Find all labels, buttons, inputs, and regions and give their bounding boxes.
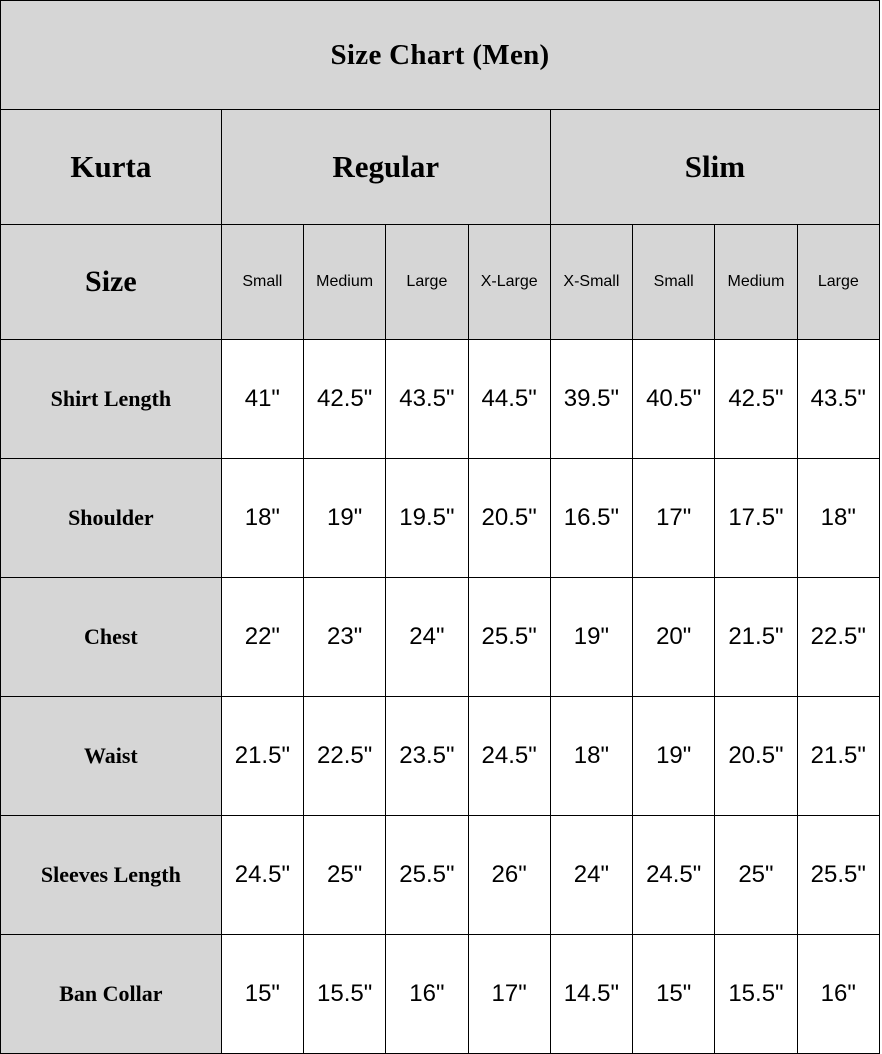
measurement-label: Shirt Length: [1, 340, 222, 459]
size-column-header: Large: [797, 225, 879, 340]
measurement-value: 15.5": [303, 935, 385, 1054]
measurement-value: 17": [633, 459, 715, 578]
fit-group-regular: Regular: [221, 110, 550, 225]
measurement-value: 14.5": [550, 935, 632, 1054]
size-column-header: X-Small: [550, 225, 632, 340]
measurement-value: 25": [303, 816, 385, 935]
size-column-header: Medium: [715, 225, 797, 340]
measurement-value: 20.5": [468, 459, 550, 578]
measurement-value: 44.5": [468, 340, 550, 459]
measurement-value: 24": [386, 578, 468, 697]
measurement-value: 15": [633, 935, 715, 1054]
measurement-value: 22.5": [797, 578, 879, 697]
size-column-header: Small: [633, 225, 715, 340]
table-row: [1, 459, 880, 578]
table-row: [1, 340, 880, 459]
measurement-label: Ban Collar: [1, 935, 222, 1054]
measurement-value: 15.5": [715, 935, 797, 1054]
measurement-value: 26": [468, 816, 550, 935]
measurement-value: 21.5": [715, 578, 797, 697]
table-row: [1, 697, 880, 816]
size-column-header: Small: [221, 225, 303, 340]
measurement-value: 24.5": [633, 816, 715, 935]
measurement-value: 24.5": [221, 816, 303, 935]
measurement-value: 21.5": [797, 697, 879, 816]
measurement-value: 23": [303, 578, 385, 697]
group-header-row: [1, 110, 880, 225]
row-header-label: Kurta: [1, 110, 222, 225]
measurement-value: 18": [221, 459, 303, 578]
measurement-label: Waist: [1, 697, 222, 816]
measurement-value: 43.5": [797, 340, 879, 459]
measurement-value: 15": [221, 935, 303, 1054]
measurement-value: 25.5": [386, 816, 468, 935]
measurement-value: 18": [550, 697, 632, 816]
measurement-value: 18": [797, 459, 879, 578]
measurement-value: 19": [303, 459, 385, 578]
table-row: [1, 578, 880, 697]
measurement-value: 20": [633, 578, 715, 697]
measurement-value: 19": [633, 697, 715, 816]
measurement-value: 25.5": [468, 578, 550, 697]
fit-group-slim: Slim: [550, 110, 879, 225]
measurement-value: 19": [550, 578, 632, 697]
measurement-value: 39.5": [550, 340, 632, 459]
measurement-value: 23.5": [386, 697, 468, 816]
measurement-value: 43.5": [386, 340, 468, 459]
measurement-value: 20.5": [715, 697, 797, 816]
measurement-label: Sleeves Length: [1, 816, 222, 935]
measurement-value: 16": [797, 935, 879, 1054]
measurement-value: 19.5": [386, 459, 468, 578]
table-row: [1, 935, 880, 1054]
size-row-label: Size: [1, 225, 222, 340]
measurement-value: 25": [715, 816, 797, 935]
measurement-value: 42.5": [303, 340, 385, 459]
size-header-row: [1, 225, 880, 340]
size-column-header: Large: [386, 225, 468, 340]
measurement-value: 16.5": [550, 459, 632, 578]
measurement-value: 24.5": [468, 697, 550, 816]
measurement-value: 25.5": [797, 816, 879, 935]
measurement-value: 41": [221, 340, 303, 459]
title-row: [1, 1, 880, 110]
measurement-value: 40.5": [633, 340, 715, 459]
measurement-value: 21.5": [221, 697, 303, 816]
measurement-value: 24": [550, 816, 632, 935]
measurement-value: 16": [386, 935, 468, 1054]
measurement-value: 17": [468, 935, 550, 1054]
measurement-label: Shoulder: [1, 459, 222, 578]
size-column-header: Medium: [303, 225, 385, 340]
table-row: [1, 816, 880, 935]
measurement-value: 22": [221, 578, 303, 697]
measurement-value: 17.5": [715, 459, 797, 578]
measurement-value: 22.5": [303, 697, 385, 816]
size-column-header: X-Large: [468, 225, 550, 340]
page-title: Size Chart (Men): [1, 1, 880, 110]
measurement-label: Chest: [1, 578, 222, 697]
measurement-value: 42.5": [715, 340, 797, 459]
